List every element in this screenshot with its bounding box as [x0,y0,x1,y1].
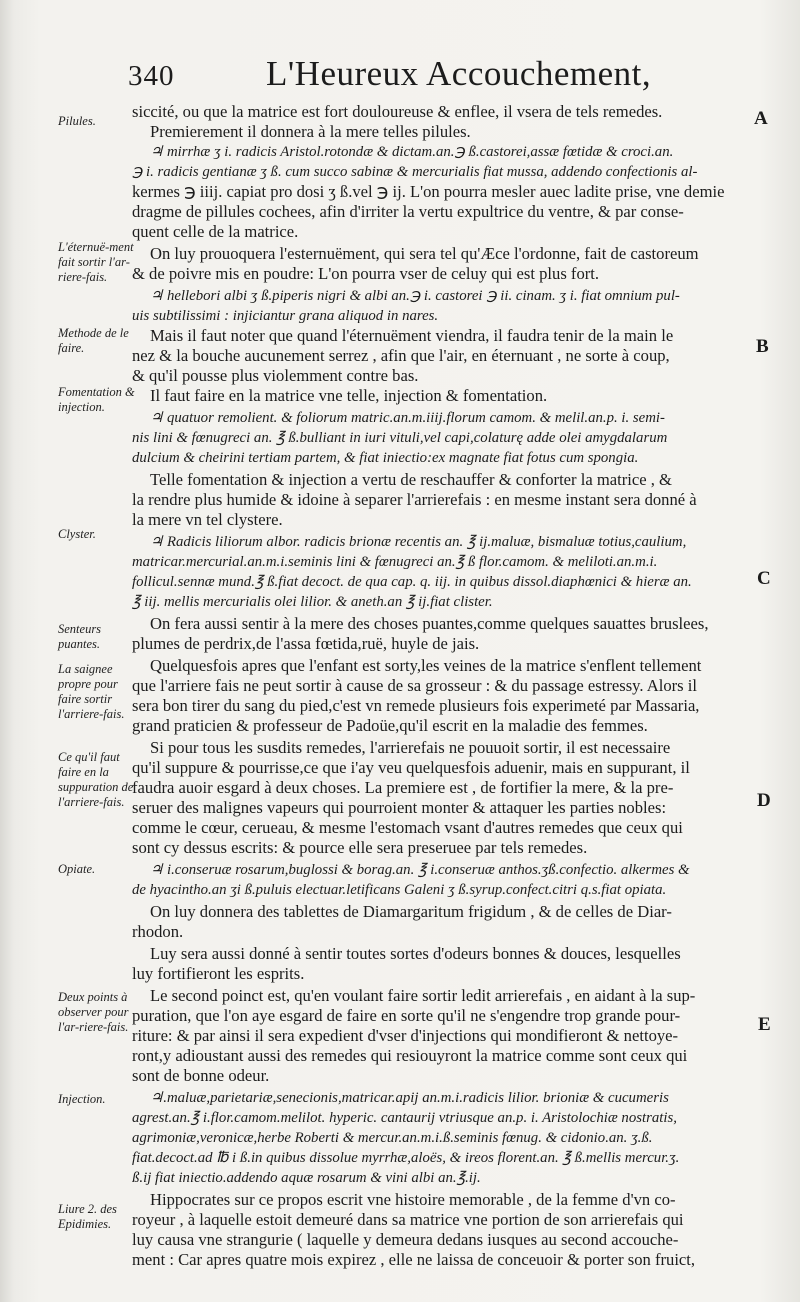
page-header [110,52,750,102]
margin-note-clyster: Clyster. [58,527,96,541]
running-title: L'Heureux Accouchement, [266,54,652,93]
recipe-line: ♃ mirrhæ ʒ i. radicis Aristol.rotondæ & dictam.an.℈ ß.castorei,assæ fœtidæ & croci.an. [150,144,674,160]
recipe-line: ♃ hellebori albi ʒ ß.piperis nigri & albi an.℈ i. castorei ℈ ii. cinam. ʒ i. fiat omnium pul- [150,288,680,304]
text-line: plumes de perdrix,de l'assa fœtida,ruë, huyle de jais. [132,634,480,653]
margin-note-opiate: Opiate. [58,862,96,876]
text-line: riture: & par ainsi il sera expedient d'vser d'injections qui mondifieront & nettoye- [132,1026,679,1045]
page-number: 340 [128,60,175,92]
recipe-line: ♃ Radicis liliorum albor. radicis brionæ recentis an. ℥ ij.maluæ, bismaluæ totius,caulium, [150,534,687,550]
text-line: puration, que l'on aye esgard de faire en sorte qu'il ne s'engendre trop grande pour- [132,1006,681,1025]
text-line: & qu'il pousse plus violemment contre bas. [132,366,419,385]
recipe-line: ♃.maluæ,parietariæ,senecionis,matricar.apij an.m.i.radicis lilior. brioniæ & cucumeris [150,1090,669,1106]
margin-note-fomentation: Fomentation & injection. [58,385,135,414]
section-letter-c: C [757,568,771,589]
recipe-line: uis subtilissimi : injiciantur grana aliquod in nares. [132,308,439,324]
text-line: ment : Car apres quatre mois expirez , elle ne laissa de conceuoir & porter son fruict, [132,1250,696,1269]
text-line: Mais il faut noter que quand l'éternuëment viendra, il faudra tenir de la main le [150,326,674,345]
recipe-line: fiat.decoct.ad ℔ i ß.in quibus dissolue myrrhæ,aloës, & ireos florent.an. ℥ ß.mellis mercur.ʒ. [132,1150,680,1166]
text-line: nez & la bouche aucunement serrez , afin que l'air, en éternuant , ne sorte à coup, [132,346,670,365]
text-line: faudra auoir esgard à deux choses. La premiere est , de fortifier la mere, & la pre- [132,778,674,797]
margin-note-injection: Injection. [58,1092,106,1106]
text-line: sont cy dessus escrits: & pource elle sera preseruee par tels remedes. [132,838,588,857]
text-line: sera bon tirer du sang du pied,c'est vn remede plusieurs fois experimeté par Massaria, [132,696,700,715]
recipe-line: ♃ i.conseruæ rosarum,buglossi & borag.an. ℥ i.conseruæ anthos.ʒß.confectio. alkermes & [150,862,690,878]
section-letter-a: A [754,108,768,129]
text-line: Le second poinct est, qu'en voulant faire sortir ledit arrierefais , en aidant à la sup- [150,986,696,1005]
text-line: sont de bonne odeur. [132,1066,270,1085]
text-line: rhodon. [132,922,184,941]
recipe-line: dulcium & cheirini tertiam partem, & fiat iniectio:ex magnate fiat fotus cum spongia. [132,450,639,466]
text-line: Telle fomentation & injection a vertu de reschauffer & conforter la matrice , & [150,470,672,489]
text-line: comme le cœur, cerueau, & mesme l'estomach vsant d'autres remedes que ceux qui [132,818,683,837]
text-line: la rendre plus humide & idoine à separer l'arrierefais : en mesme instant sera donné à [132,490,697,509]
recipe-line: agrimoniæ,veronicæ,herbe Roberti & mercur.an.m.i.ß.seminis fœnug. & cidonio.an. ʒ.ß. [132,1130,653,1146]
text-line: Hippocrates sur ce propos escrit vne histoire memorable , de la femme d'vn co- [150,1190,676,1209]
text-line: On fera aussi sentir à la mere des choses puantes,comme quelques sauattes bruslees, [150,614,709,633]
text-line: Luy sera aussi donné à sentir toutes sortes d'odeurs bonnes & douces, lesquelles [150,944,681,963]
margin-note-senteurs: Senteurs puantes. [58,622,102,651]
text-line: grand praticien & professeur de Padoüe,qu'il escrit en la maladie des femmes. [132,716,648,735]
text-line: Premierement il donnera à la mere telles pilules. [150,122,471,141]
section-letter-d: D [757,790,771,811]
margin-note-methode: Methode de le faire. [58,326,129,355]
text-line: luy fortifieront les esprits. [132,964,305,983]
text-line: ront,y adioustant aussi des remedes qui resiouyront la matrice comme sont ceux qui [132,1046,688,1065]
text-line: luy causa vne strangurie ( laquelle y demeura dedans iusques au second accouche- [132,1230,679,1249]
text-line: quent celle de la matrice. [132,222,299,241]
text-line: kermes ℈ iiij. capiat pro dosi ʒ ß.vel ℈ ij. L'on pourra mesler auec ladite prise, vne demie [132,182,725,201]
margin-note-deux-points: Deux points à observer pour l'ar-riere-fais. [58,990,129,1034]
recipe-line: ♃ quatuor remolient. & foliorum matric.an.m.iiij.florum camom. & melil.an.p. i. semi- [150,410,665,426]
margin-note-suppuration: Ce qu'il faut faire en la suppuration de l'arriere-fais. [58,750,134,809]
recipe-line: follicul.sennæ mund.℥ ß.fiat decoct. de qua cap. q. iij. in quibus dissol.diaphœnici & hieræ an. [132,574,692,590]
section-letter-b: B [756,336,769,357]
margin-note-pilules: Pilules. [58,114,96,128]
text-line: que l'arriere fais ne peut sortir à cause de sa grosseur : & du passage estressy. Alors il [132,676,698,695]
text-line: dragme de pillules cochees, afin d'irriter la vertu expultrice du ventre, & par conse- [132,202,684,221]
text-line: siccité, ou que la matrice est fort douloureuse & enflee, il vsera de tels remedes. [132,102,663,121]
margin-note-eternuement: L'éternuë-ment fait sortir l'ar-riere-fais. [58,240,134,284]
text-line: Quelquesfois apres que l'enfant est sorty,les veines de la matrice s'enflent tellement [150,656,702,675]
recipe-line: matricar.mercurial.an.m.i.seminis lini & fœnugreci an.℥ ß flor.camom. & meliloti.an.m.i. [132,554,658,570]
text-line: On luy donnera des tablettes de Diamargaritum frigidum , & de celles de Diar- [150,902,672,921]
recipe-line: ℥ iij. mellis mercurialis olei lilior. & aneth.an ℥ ij.fiat clister. [132,594,493,610]
recipe-line: de hyacintho.an ʒi ß.puluis electuar.letificans Galeni ʒ ß.syrup.confect.citri q.s.fiat opiata. [132,882,667,898]
text-line: qu'il suppure & pourrisse,ce que i'ay veu quelquesfois aduenir, mais en suppurant, il [132,758,690,777]
text-line: royeur , à laquelle estoit demeuré dans sa matrice vne portion de son arrierefais qui [132,1210,684,1229]
margin-note-saignee: La saignee propre pour faire sortir l'arriere-fais. [58,662,125,721]
recipe-line: ß.ij fiat iniectio.addendo aquæ rosarum & vini albi an.℥.ij. [132,1170,481,1186]
text-line: Il faut faire en la matrice vne telle, injection & fomentation. [150,386,548,405]
section-letter-e: E [758,1014,771,1035]
text-line: Si pour tous les susdits remedes, l'arrierefais ne pouuoit sortir, il est necessaire [150,738,671,757]
recipe-line: agrest.an.℥ i.flor.camom.melilot. hyperic. cantaurij vtriusque an.p. i. Aristolochiæ nostratis, [132,1110,677,1126]
text-line: & de poivre mis en poudre: L'on pourra vser de celuy qui est plus fort. [132,264,600,283]
recipe-line: ℈ i. radicis gentianæ ʒ ß. cum succo sabinæ & mercurialis fiat mussa, addendo confectionis al- [132,164,698,180]
text-line: la mere vn tel clystere. [132,510,283,529]
recipe-line: nis lini & fœnugreci an. ℥ ß.bulliant in iuri vituli,vel capi,colaturę adde olei amygdalarum [132,430,668,446]
text-line: seruer des malignes vapeurs qui pourroient monter & attaquer les parties nobles: [132,798,667,817]
margin-note-livre: Liure 2. des Epidimies. [58,1202,117,1231]
text-line: On luy prouoquera l'esternuëment, qui sera tel qu'Æce l'ordonne, fait de castoreum [150,244,699,263]
